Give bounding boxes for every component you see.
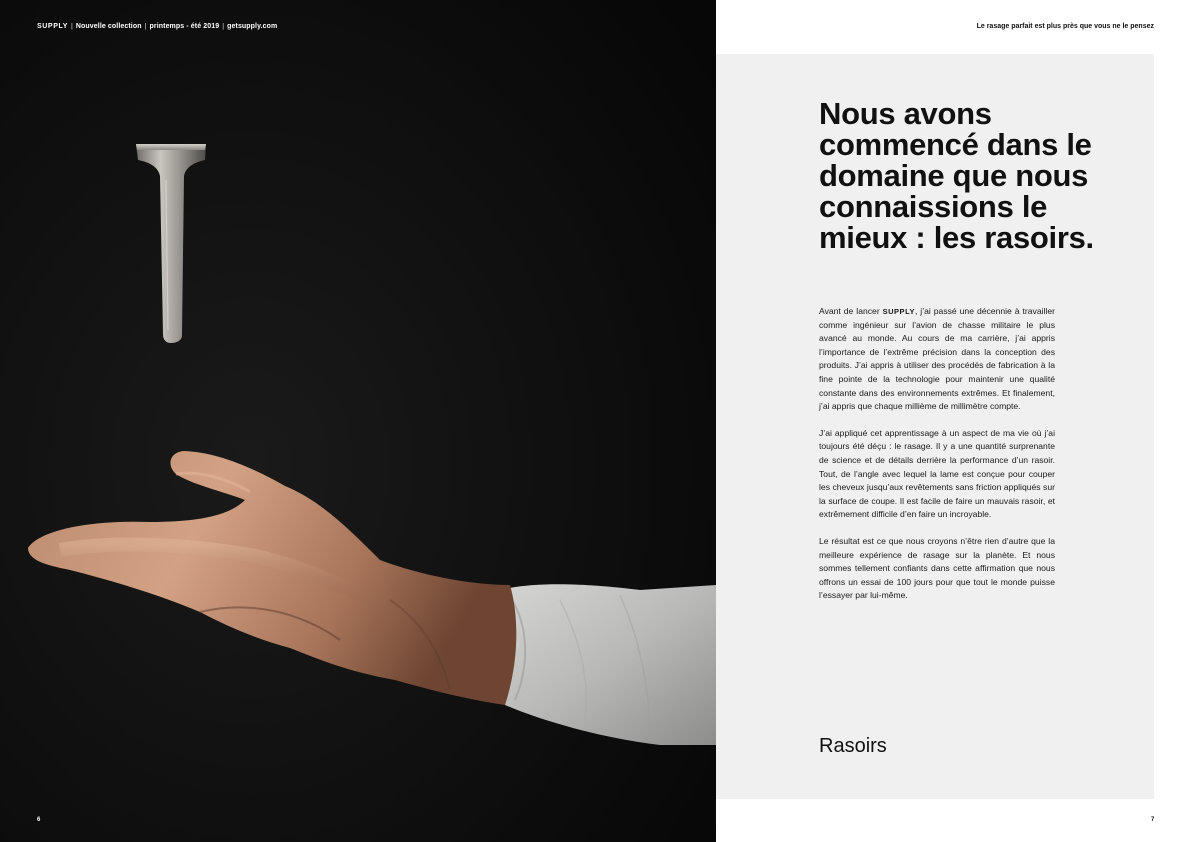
brand-inline: SUPPLY xyxy=(882,307,915,316)
paragraph-1-text: , j’ai passé une décennie à travailler comme ingénieur sur l’avion de chasse militaire le plus avancé au monde. Au cours de ma carrière, j’ai appris l’importance de l’extrême précision dans la conception des produits. J’ai appris à utiliser des procédés de fabrication à la fine pointe de la technologie pour maintenir une qualité constante dans des environnements extrêmes. Et finalement, j’ai appris que chaque millième de millimètre compte. xyxy=(819,306,1055,412)
header-separator: | xyxy=(70,23,73,30)
website-link[interactable]: getsupply.com xyxy=(227,23,278,30)
title-line: connaissions le xyxy=(819,189,1048,224)
paragraph-1-intro: Avant de lancer xyxy=(819,306,883,316)
title-line: Nous avons xyxy=(819,96,992,131)
right-running-header: Le rasage parfait est plus près que vous ne le pensez xyxy=(976,23,1154,30)
brand-name: SUPPLY xyxy=(37,23,68,30)
paragraph-3: Le résultat est ce que nous croyons n’être rien d’autre que la meilleure expérience de rasage sur la planète. Et nous sommes tellement confiants dans cette affirmation que nous offrons un essai de 100 jours pour que tout le monde puisse l’essayer par lui-même. xyxy=(819,535,1055,601)
page-number-right: 7 xyxy=(1151,817,1155,823)
title-line: mieux : les rasoirs. xyxy=(819,220,1094,255)
body-copy xyxy=(819,305,1055,616)
title-line: commencé dans le xyxy=(819,127,1092,162)
section-label: Rasoirs xyxy=(819,735,887,757)
collection-label: Nouvelle collection xyxy=(75,23,142,30)
header-separator: | xyxy=(222,23,225,30)
page-number-left: 6 xyxy=(37,817,41,823)
title-line: domaine que nous xyxy=(819,158,1089,193)
left-running-header xyxy=(37,23,277,30)
paragraph-1 xyxy=(819,305,1055,414)
paragraph-2: J’ai appliqué cet apprentissage à un aspect de ma vie où j’ai toujours été déçu : le rasage. Il y a une quantité surprenante de science et de détails derrière la performance d’un rasoir. Tout, de l’angle avec lequel la lame est conçue pour couper les cheveux jusqu’aux revêtements sans friction appliqués sur la surface de coupe. Il est facile de faire un mauvais rasoir, et extrêmement difficile d’en faire un incroyable. xyxy=(819,427,1055,520)
season-label: printemps - été 2019 xyxy=(149,23,220,30)
content-panel xyxy=(716,54,1154,799)
page-title xyxy=(819,98,1129,253)
header-separator: | xyxy=(144,23,147,30)
